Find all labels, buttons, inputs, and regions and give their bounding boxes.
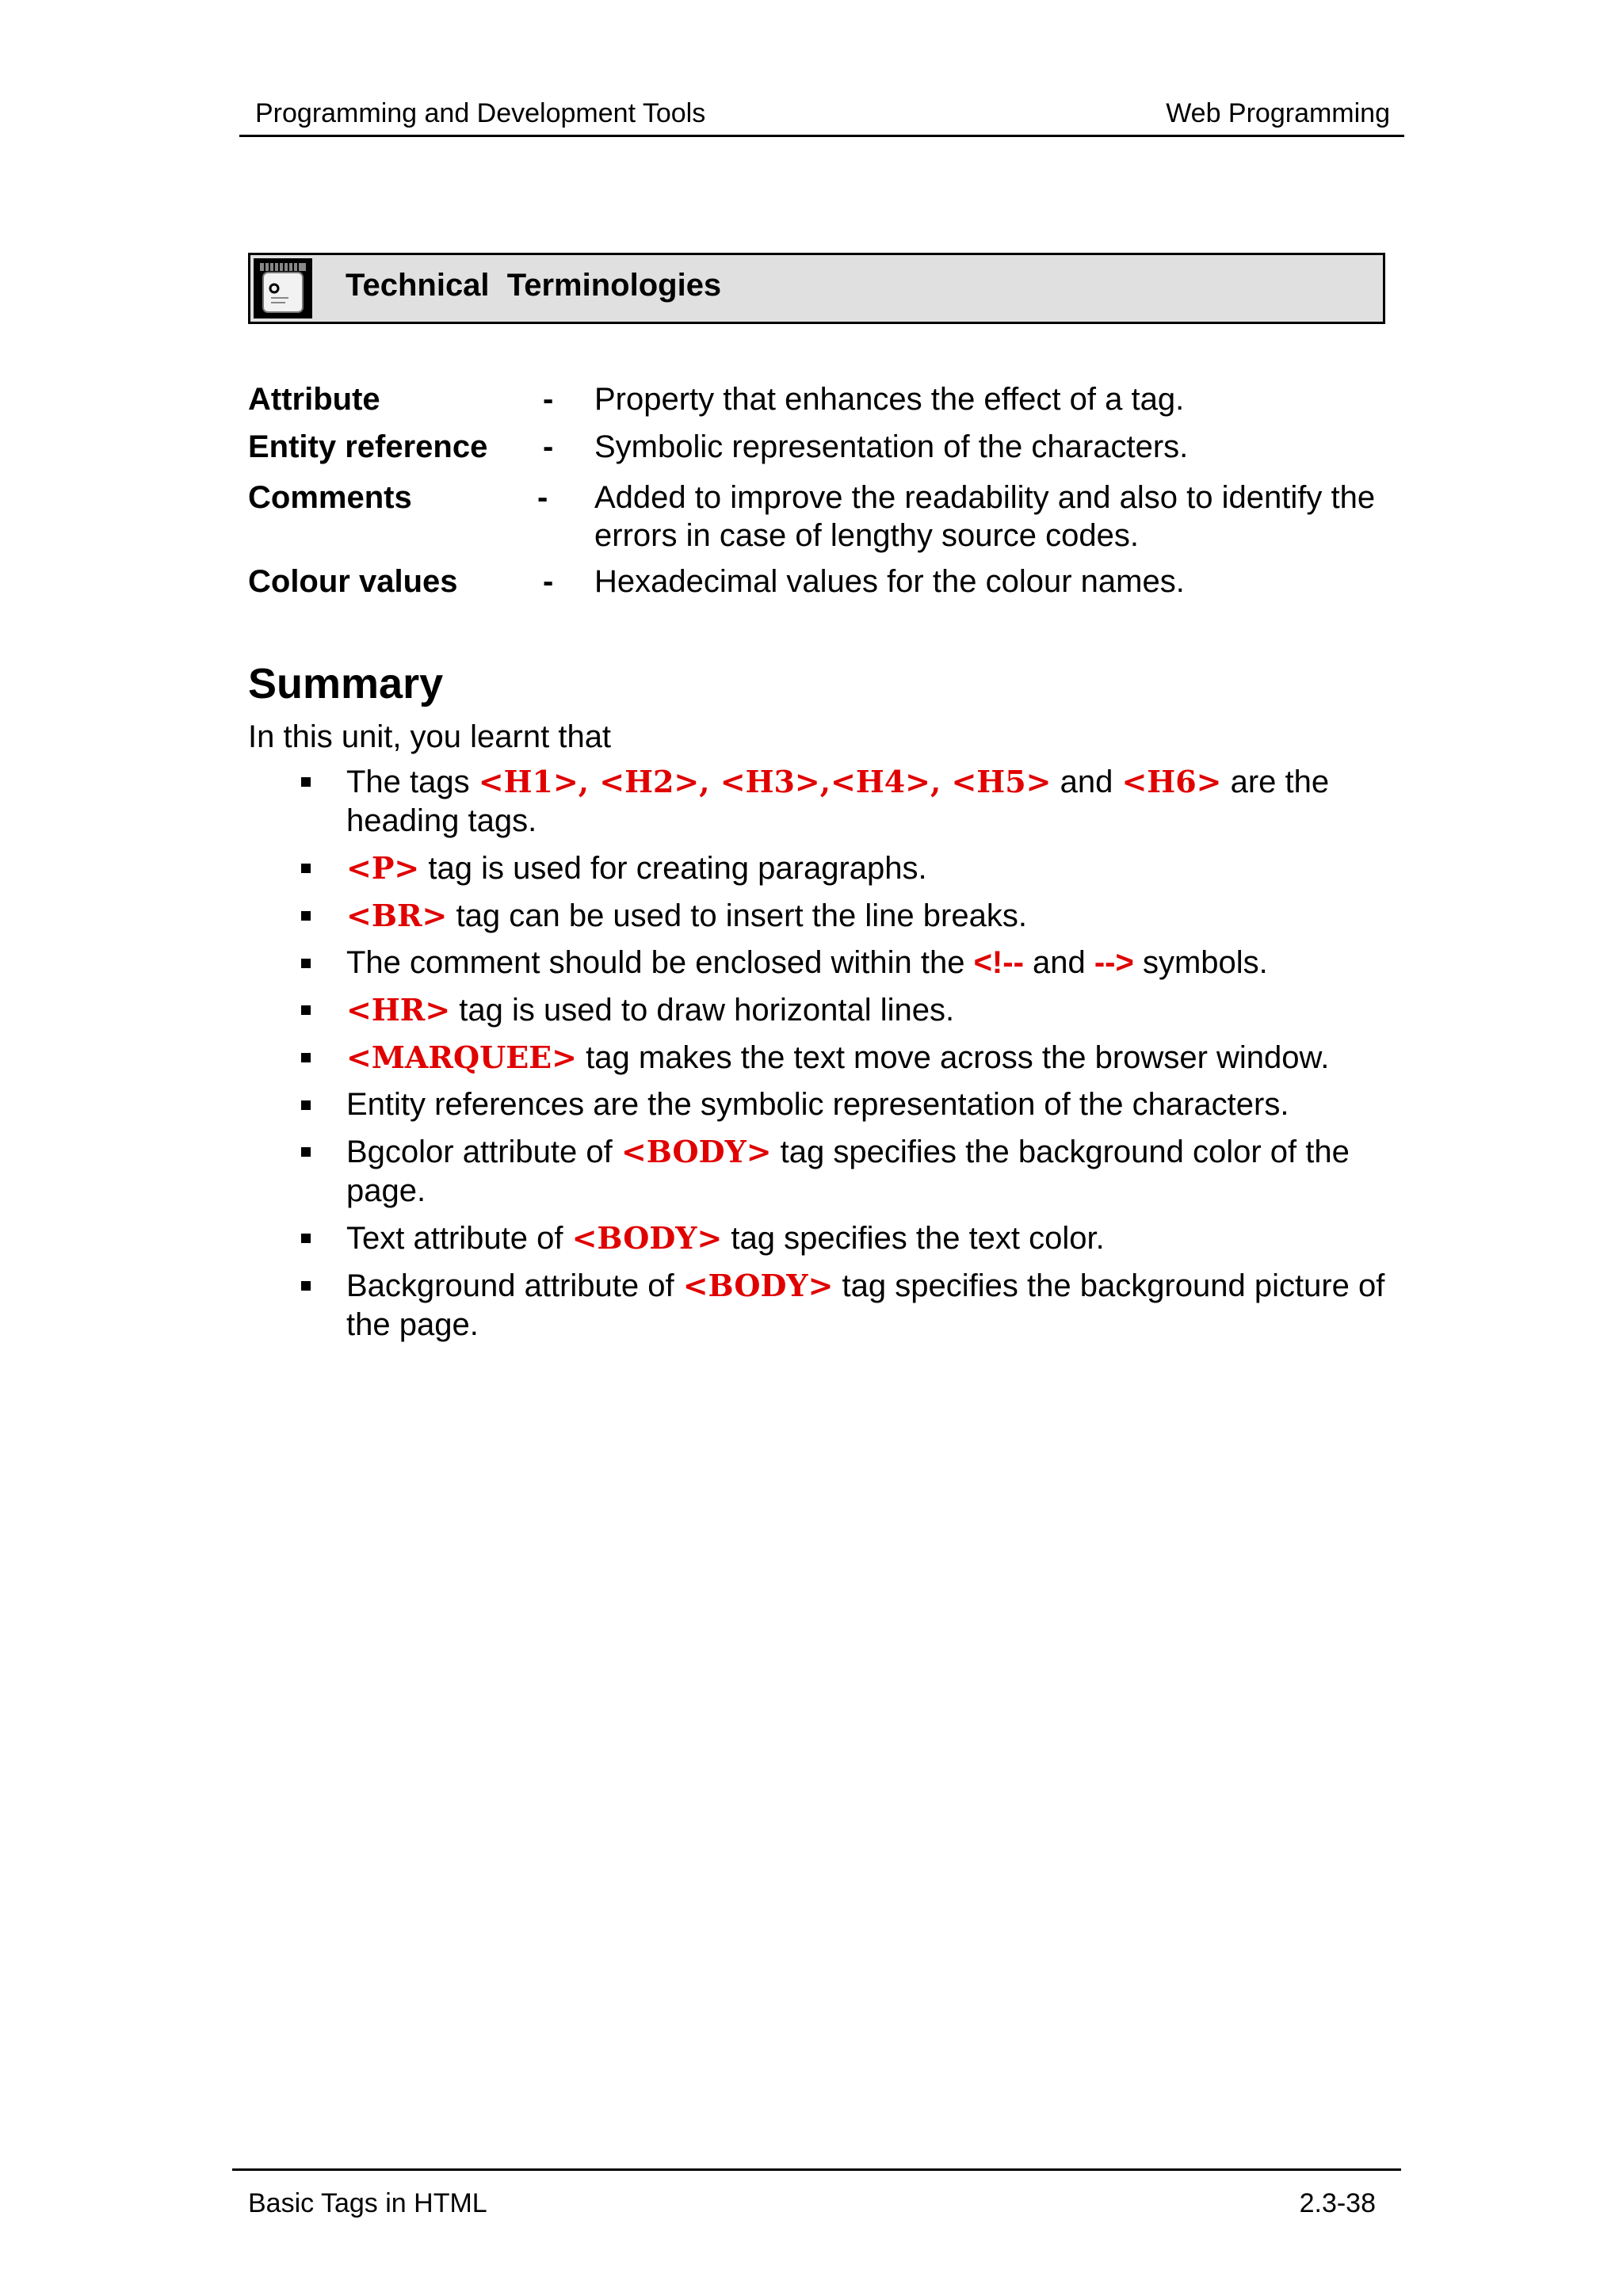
header-course-title: Programming and Development Tools <box>255 98 706 128</box>
list-item: Text attribute of <BODY> tag specifies the text color. <box>248 1219 1389 1258</box>
bullet-icon <box>301 1005 311 1015</box>
summary-list <box>248 762 1389 1352</box>
terminology-list <box>248 380 1397 601</box>
list-item: Background attribute of <BODY> tag specifies the background picture of the page. <box>248 1266 1389 1344</box>
summary-heading: Summary <box>248 660 444 707</box>
terminology-box <box>248 253 1385 324</box>
page-footer <box>232 2168 1401 2218</box>
footer-chapter-title: Basic Tags in HTML <box>248 2188 487 2218</box>
page-header <box>239 95 1404 137</box>
bullet-icon <box>301 864 311 873</box>
term-name: Comments <box>248 480 412 515</box>
list-item: Entity references are the symbolic representation of the characters. <box>248 1085 1389 1124</box>
term-definition: Hexadecimal values for the colour names. <box>594 564 1185 599</box>
term-row <box>248 563 1397 601</box>
list-item: <BR> tag can be used to insert the line breaks. <box>248 896 1389 936</box>
terminology-title: Technical Terminologies <box>346 268 722 303</box>
list-item: <MARQUEE> tag makes the text move across the browser window. <box>248 1038 1389 1077</box>
list-item: Bgcolor attribute of <BODY> tag specifies the background color of the page. <box>248 1132 1389 1211</box>
code-text: <P> <box>346 850 420 886</box>
code-text: <H1>, <H2>, <H3>,<H4>, <H5> <box>478 764 1052 799</box>
term-row <box>248 380 1397 418</box>
term-name: Attribute <box>248 382 380 417</box>
list-item: <HR> tag is used to draw horizontal lines. <box>248 990 1389 1030</box>
term-definition: Property that enhances the effect of a tag. <box>594 382 1185 417</box>
bullet-icon <box>301 1053 311 1062</box>
term-dash: - <box>537 480 548 515</box>
term-dash: - <box>543 564 554 599</box>
bullet-icon <box>301 959 311 968</box>
term-name: Colour values <box>248 564 458 599</box>
term-definition: Symbolic representation of the characters. <box>594 429 1189 464</box>
bullet-icon <box>301 1234 311 1243</box>
code-text: --> <box>1094 945 1134 980</box>
term-row <box>248 428 1397 466</box>
term-dash: - <box>543 429 554 464</box>
bullet-icon <box>301 1100 311 1110</box>
code-text: <BODY> <box>571 1220 723 1256</box>
bullet-icon <box>301 1147 311 1157</box>
code-text: <MARQUEE> <box>346 1039 577 1075</box>
code-text: <!-- <box>973 945 1024 980</box>
term-name: Entity reference <box>248 429 488 464</box>
page-number: 2.3-38 <box>1299 2188 1376 2218</box>
list-item: The tags <H1>, <H2>, <H3>,<H4>, <H5> and <H6> are the heading tags. <box>248 762 1389 841</box>
book-icon <box>254 258 312 318</box>
code-text: <H6> <box>1121 764 1222 799</box>
bullet-icon <box>301 1281 311 1291</box>
code-text: <BODY> <box>621 1134 772 1169</box>
code-text: <BR> <box>346 898 448 933</box>
list-item: The comment should be enclosed within the <!-- and --> symbols. <box>248 944 1389 982</box>
term-row <box>248 479 1397 555</box>
header-module-title: Web Programming <box>1166 98 1390 128</box>
code-text: <BODY> <box>682 1268 834 1303</box>
term-definition: Added to improve the readability and also to identify the errors in case of lengthy source codes. <box>594 480 1376 553</box>
code-text: <HR> <box>346 992 451 1028</box>
bullet-icon <box>301 777 311 787</box>
list-item: <P> tag is used for creating paragraphs. <box>248 849 1389 888</box>
summary-intro: In this unit, you learnt that <box>248 719 612 754</box>
term-dash: - <box>543 382 554 417</box>
bullet-icon <box>301 911 311 921</box>
